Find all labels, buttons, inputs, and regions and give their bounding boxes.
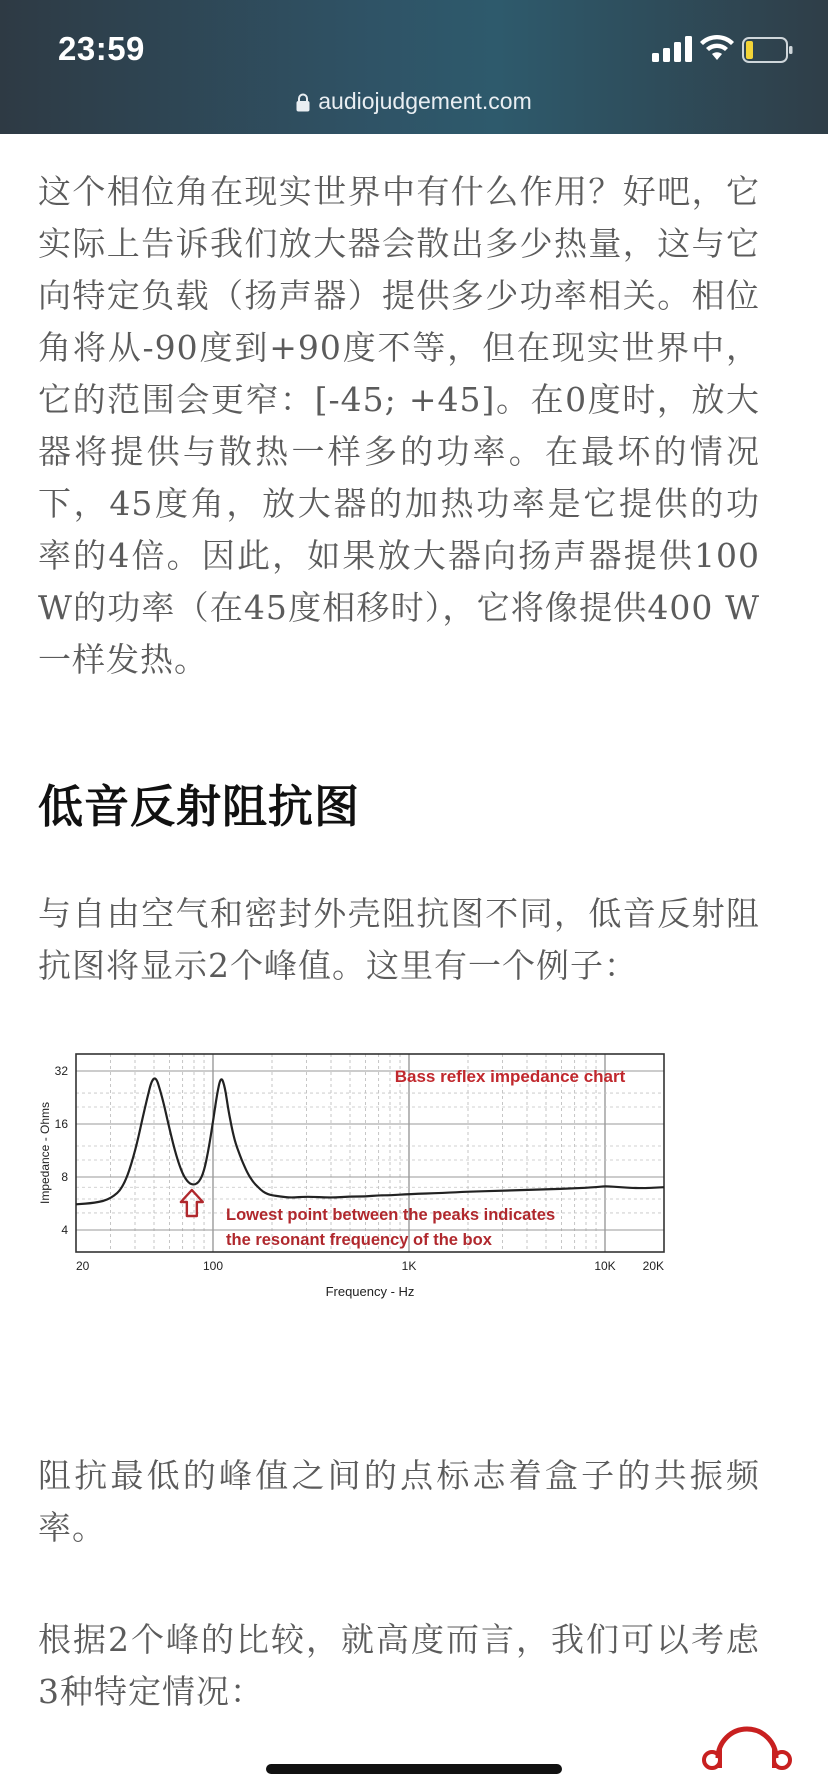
chart-annotation-line: Lowest point between the peaks indicates [226,1206,556,1224]
y-tick-label: 16 [54,1117,68,1132]
x-tick-label: 10K [594,1259,616,1273]
section-heading: 低音反射阻抗图 [38,780,361,833]
chart-title: Bass reflex impedance chart [394,1067,626,1086]
y-axis-label: Impedance - Ohms [38,1101,52,1205]
address-bar[interactable] [0,88,828,115]
impedance-chart [38,1040,762,1310]
paragraph-resonance: 阻抗最低的峰值之间的点标志着盒子的共振频率。 [38,1456,760,1547]
x-tick-label: 20 [76,1259,90,1273]
paragraph-phase-angle: 这个相位角在现实世界中有什么作用？好吧，它实际上告诉我们放大器会散出多少热量，这与它向特定负载（扬声器）提供多少功率相关。相位角将从-90度到+90度不等，但在现实世界中，它的范围会更窄：[-45; +45]。在0度时，放大器将提供与散热一样多的功率。在最坏的情况下，45度角，放大器的加热功率是它提供的功率的4倍。因此，如果放大器向扬声器提供100 W的功率（在45度相移时），它将像提供400 W一样发热。 [38,172,760,679]
lock-icon [296,93,310,112]
battery-low-icon [742,37,794,63]
x-tick-label: 20K [642,1259,664,1273]
chart-annotation-line: the resonant frequency of the box [226,1231,492,1249]
x-tick-label: 1K [401,1259,417,1273]
y-tick-label: 32 [54,1064,68,1079]
paragraph-intro-chart: 与自由空气和密封外壳阻抗图不同，低音反射阻抗图将显示2个峰值。这里有一个例子： [38,894,760,985]
cellular-signal-icon [652,36,696,62]
paragraph-peak-comparison: 根据2个峰的比较，就高度而言，我们可以考虑3种特定情况： [38,1620,760,1711]
x-tick-label: 100 [202,1259,224,1273]
y-tick-label: 4 [61,1223,68,1238]
home-indicator[interactable] [266,1764,562,1774]
site-logo-icon [698,1718,796,1776]
impedance-series-line [76,1078,664,1204]
x-axis-label: Frequency - Hz [325,1284,415,1299]
status-bar [0,0,828,134]
annotation-arrow [181,1190,203,1216]
url-text: audiojudgement.com [318,88,532,114]
y-tick-label: 8 [61,1170,68,1185]
wifi-icon [700,34,734,62]
status-time: 23:59 [58,30,145,67]
